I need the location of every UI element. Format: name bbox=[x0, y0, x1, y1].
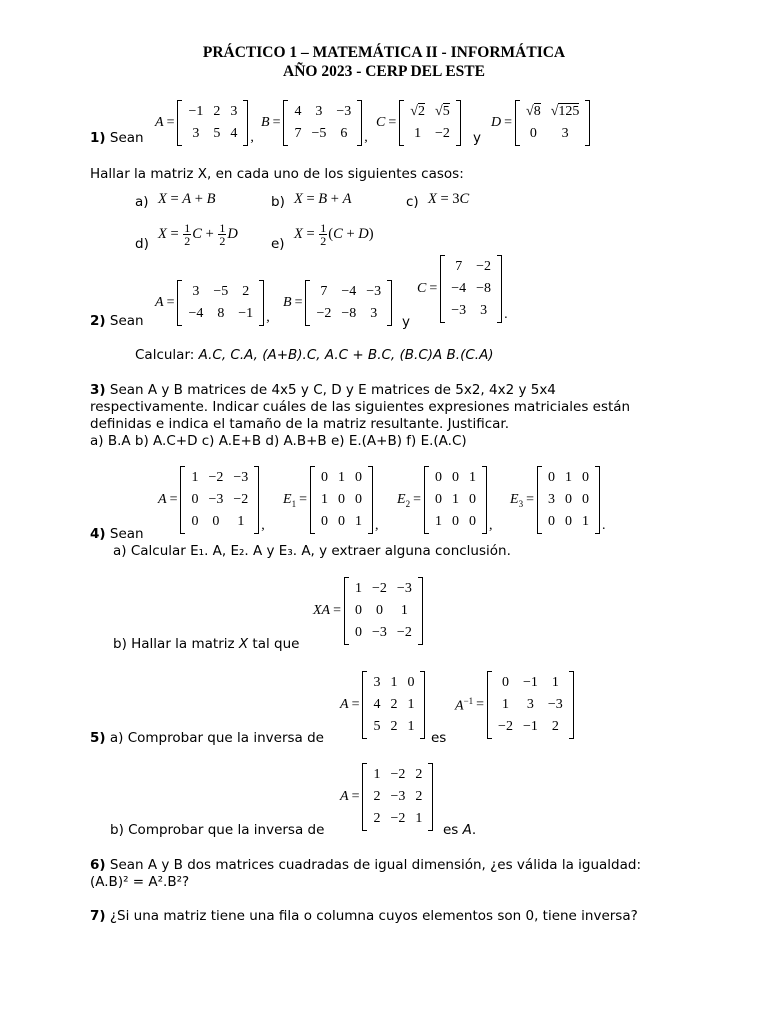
matrix-cell: −1 bbox=[238, 306, 254, 321]
p5-es2-tail: . bbox=[471, 822, 477, 838]
matrix-cell: −8 bbox=[341, 306, 357, 321]
matrix-cell: 3 bbox=[526, 697, 534, 712]
matrix-cell: 2 bbox=[213, 104, 221, 119]
matrix-cell: 1 bbox=[414, 126, 422, 141]
matrix-cell: 1 bbox=[191, 470, 199, 485]
p2-sean: Sean bbox=[109, 313, 144, 329]
matrix-cell: 3 bbox=[547, 492, 555, 507]
matrix-cell: 0 bbox=[434, 470, 442, 485]
matrix-cell: 3 bbox=[373, 675, 381, 690]
p5-a-text bbox=[90, 730, 324, 746]
document-title-line2: AÑO 2023 - CERP DEL ESTE bbox=[283, 63, 485, 80]
matrix-cell: 4 bbox=[294, 104, 302, 119]
matrix-name: $E_3$ bbox=[510, 491, 524, 509]
p5-es2 bbox=[443, 822, 476, 838]
matrix-name: B bbox=[261, 115, 270, 130]
matrix-cell: −2 bbox=[476, 259, 492, 274]
p6-number: 6) bbox=[90, 857, 106, 873]
p1-e-expr: X = $\frac{1}{2}$ (C + D) bbox=[294, 221, 374, 248]
matrix-cell: √8 bbox=[526, 104, 541, 119]
matrix-p1-B: B = 4 3 −3 7 −5 6 , bbox=[261, 100, 368, 146]
matrix-cell: 1 bbox=[564, 470, 572, 485]
matrix-cell: 1 bbox=[337, 470, 345, 485]
p4-number: 4) bbox=[90, 526, 106, 542]
matrix-p1-C: C = √2 √5 1 −2 bbox=[376, 100, 461, 146]
p6-line1-text: Sean A y B dos matrices cuadradas de igual dimensión, ¿es válida la igualdad: bbox=[109, 857, 642, 873]
matrix-cell: 0 bbox=[191, 492, 199, 507]
matrix-cell: 3 bbox=[561, 126, 569, 141]
matrix-cell: 0 bbox=[529, 126, 537, 141]
matrix-cell: −1 bbox=[522, 675, 538, 690]
document-title-line1: PRÁCTICO 1 – MATEMÁTICA II - INFORMÁTICA bbox=[202, 44, 566, 61]
matrix-cell: 1 bbox=[451, 492, 459, 507]
matrix-cell: 0 bbox=[320, 470, 328, 485]
matrix-entries bbox=[305, 280, 392, 326]
matrix-cell: −3 bbox=[372, 625, 387, 640]
matrix-cell: −2 bbox=[316, 306, 332, 321]
matrix-name: A bbox=[340, 789, 349, 804]
matrix-entries bbox=[344, 577, 423, 645]
matrix-punctuation: , bbox=[374, 518, 379, 533]
matrix-cell: 1 bbox=[581, 514, 589, 529]
matrix-cell: 0 bbox=[502, 675, 509, 690]
matrix-cell: 3 bbox=[480, 303, 488, 318]
matrix-cell: 0 bbox=[212, 514, 220, 529]
p3-line1-text: Sean A y B matrices de 4x5 y C, D y E matrices de 5x2, 4x2 y 5x4 bbox=[109, 382, 556, 398]
matrix-cell: 0 bbox=[354, 470, 362, 485]
p1-a-expr: X = A + B bbox=[158, 191, 216, 207]
matrix-cell: −4 bbox=[341, 284, 357, 299]
matrix-name: A bbox=[340, 697, 349, 712]
matrix-entries bbox=[177, 280, 264, 326]
matrix-cell: 0 bbox=[320, 514, 328, 529]
matrix-cell: 4 bbox=[373, 697, 381, 712]
p3-options: a) B.A b) A.C+D c) A.E+B d) A.B+B e) E.(A+B) f) E.(A.C) bbox=[90, 433, 467, 449]
matrix-p5-A: A = 3 1 0 4 2 1 5 2 1 bbox=[340, 671, 425, 739]
p2-number: 2) bbox=[90, 313, 106, 329]
matrix-cell: 0 bbox=[468, 514, 476, 529]
matrix-name: C bbox=[417, 281, 427, 296]
matrix-name: XA bbox=[313, 603, 331, 618]
matrix-cell: 7 bbox=[455, 259, 463, 274]
p2-calc-label: Calcular: bbox=[135, 347, 195, 363]
p7-line1 bbox=[90, 908, 638, 924]
p1-c-expr: X = 3C bbox=[428, 191, 470, 207]
p1-d-expr: X = $\frac{1}{2}$ C + $\frac{1}{2}$ D bbox=[158, 221, 238, 248]
matrix-cell: 1 bbox=[354, 514, 362, 529]
matrix-name: D bbox=[491, 115, 502, 130]
matrix-punctuation: , bbox=[250, 130, 254, 145]
matrix-cell: 1 bbox=[407, 697, 415, 712]
matrix-entries bbox=[283, 100, 362, 146]
matrix-punctuation: . bbox=[601, 518, 606, 533]
matrix-cell: 1 bbox=[400, 603, 408, 618]
matrix-cell: −2 bbox=[390, 767, 406, 782]
matrix-cell: 4 bbox=[230, 126, 238, 141]
matrix-p4-E2: $E_2$ = 0 0 1 0 1 0 1 0 0 , bbox=[397, 466, 492, 534]
matrix-cell: −2 bbox=[396, 625, 412, 640]
matrix-punctuation: , bbox=[488, 518, 493, 533]
matrix-cell: 1 bbox=[320, 492, 328, 507]
matrix-entries bbox=[362, 763, 433, 831]
matrix-cell: √2 bbox=[410, 104, 425, 119]
matrix-cell: 1 bbox=[407, 719, 415, 734]
matrix-cell: −3 bbox=[366, 284, 382, 299]
p2-calculate bbox=[135, 347, 494, 363]
matrix-entries bbox=[310, 466, 373, 534]
matrix-cell: 2 bbox=[415, 789, 423, 804]
p5-a-text-body: a) Comprobar que la inversa de bbox=[109, 730, 324, 746]
matrix-cell: 3 bbox=[230, 104, 238, 119]
p5-es: es bbox=[431, 730, 447, 746]
matrix-name: A bbox=[155, 295, 164, 310]
matrix-cell: 0 bbox=[337, 492, 345, 507]
p1-sean: Sean bbox=[109, 130, 144, 146]
matrix-entries bbox=[440, 255, 502, 323]
matrix-cell: 2 bbox=[242, 284, 250, 299]
matrix-cell: −8 bbox=[476, 281, 492, 296]
matrix-cell: 0 bbox=[451, 514, 459, 529]
p1-b-label: b) bbox=[271, 194, 285, 210]
p5-b-text: b) Comprobar que la inversa de bbox=[110, 822, 325, 838]
matrix-cell: −3 bbox=[233, 470, 249, 485]
matrix-cell: −5 bbox=[311, 126, 327, 141]
matrix-cell: 2 bbox=[390, 697, 398, 712]
matrix-cell: 3 bbox=[192, 126, 200, 141]
matrix-entries bbox=[362, 671, 425, 739]
matrix-cell: 2 bbox=[373, 789, 381, 804]
matrix-p2-B: B = 7 −4 −3 −2 −8 3 bbox=[283, 280, 392, 326]
matrix-cell: −4 bbox=[188, 306, 204, 321]
p4-sean: Sean bbox=[109, 526, 144, 542]
matrix-p5-Ainv: $A^{-1}$ = 0 −1 1 1 3 −3 −2 −1 2 bbox=[455, 671, 574, 739]
matrix-cell: 2 bbox=[390, 719, 398, 734]
matrix-punctuation: , bbox=[261, 518, 265, 533]
p7-line1-text: ¿Si una matriz tiene una fila o columna cuyos elementos son 0, tiene inversa? bbox=[109, 908, 638, 924]
matrix-p4-XA: XA = 1 −2 −3 0 0 1 0 −3 −2 bbox=[313, 577, 423, 645]
matrix-cell: √5 bbox=[435, 104, 450, 119]
matrix-cell: 1 bbox=[373, 767, 381, 782]
matrix-p4-E1: $E_1$ = 0 1 0 1 0 0 0 0 1 , bbox=[283, 466, 378, 534]
matrix-p1-D: D = √8 √125 0 3 bbox=[491, 100, 590, 146]
matrix-cell: 3 bbox=[370, 306, 378, 321]
matrix-cell: 0 bbox=[407, 675, 415, 690]
matrix-cell: 0 bbox=[434, 492, 442, 507]
matrix-cell: 1 bbox=[502, 697, 509, 712]
matrix-p4-E3: $E_3$ = 0 1 0 3 0 0 0 0 1 . bbox=[510, 466, 605, 534]
matrix-cell: 5 bbox=[373, 719, 381, 734]
p3-number: 3) bbox=[90, 382, 106, 398]
p1-e-label: e) bbox=[271, 236, 285, 252]
p4-intro bbox=[90, 526, 144, 542]
matrix-name: B bbox=[283, 295, 292, 310]
matrix-cell: −5 bbox=[213, 284, 229, 299]
matrix-cell: 8 bbox=[217, 306, 225, 321]
p1-a-label: a) bbox=[135, 194, 149, 210]
matrix-cell: −2 bbox=[498, 719, 513, 734]
matrix-cell: 5 bbox=[213, 126, 221, 141]
p2-intro bbox=[90, 313, 144, 329]
matrix-name: C bbox=[376, 115, 386, 130]
matrix-cell: −3 bbox=[451, 303, 467, 318]
p3-line2: respectivamente. Indicar cuáles de las siguientes expresiones matriciales están bbox=[90, 399, 631, 415]
matrix-cell: −2 bbox=[372, 581, 387, 596]
matrix-cell: 1 bbox=[551, 675, 559, 690]
p6-line1 bbox=[90, 857, 641, 873]
matrix-cell: −1 bbox=[188, 104, 204, 119]
p3-line1 bbox=[90, 382, 556, 398]
matrix-p4-A: A = 1 −2 −3 0 −3 −2 0 0 1 , bbox=[158, 466, 265, 534]
matrix-cell: −3 bbox=[547, 697, 563, 712]
matrix-cell: −3 bbox=[396, 581, 412, 596]
p7-number: 7) bbox=[90, 908, 106, 924]
matrix-cell: 2 bbox=[415, 767, 423, 782]
matrix-cell: 0 bbox=[547, 470, 555, 485]
matrix-cell: 0 bbox=[191, 514, 199, 529]
matrix-entries bbox=[424, 466, 487, 534]
matrix-cell: 7 bbox=[294, 126, 302, 141]
matrix-cell: 3 bbox=[315, 104, 323, 119]
matrix-cell: 0 bbox=[355, 603, 363, 618]
matrix-cell: 0 bbox=[581, 492, 589, 507]
matrix-cell: 0 bbox=[355, 625, 363, 640]
matrix-p2-C: C = 7 −2 −4 −8 −3 3 . bbox=[417, 255, 508, 323]
matrix-cell: −2 bbox=[390, 811, 406, 826]
matrix-cell: 1 bbox=[415, 811, 423, 826]
matrix-cell: 1 bbox=[434, 514, 442, 529]
matrix-punctuation: . bbox=[504, 307, 508, 322]
p4-b-post: tal que bbox=[248, 636, 300, 652]
matrix-cell: −3 bbox=[336, 104, 352, 119]
p1-instruction: Hallar la matriz X, en cada uno de los siguientes casos: bbox=[90, 166, 464, 182]
matrix-cell: 1 bbox=[468, 470, 476, 485]
p1-intro bbox=[90, 130, 144, 146]
matrix-cell: 0 bbox=[564, 514, 572, 529]
matrix-entries bbox=[515, 100, 590, 146]
p1-b-expr: X = B + A bbox=[294, 191, 352, 207]
p1-d-label: d) bbox=[135, 236, 149, 252]
matrix-cell: 0 bbox=[337, 514, 345, 529]
matrix-cell: 7 bbox=[320, 284, 328, 299]
matrix-cell: 1 bbox=[390, 675, 398, 690]
matrix-name: $A^{-1}$ bbox=[455, 695, 474, 714]
p3-line3: definidas e indica el tamaño de la matriz resultante. Justificar. bbox=[90, 416, 510, 432]
matrix-punctuation: , bbox=[266, 310, 270, 325]
matrix-punctuation: , bbox=[364, 130, 368, 145]
matrix-entries bbox=[177, 100, 248, 146]
matrix-cell: −4 bbox=[451, 281, 467, 296]
matrix-name: $E_1$ bbox=[283, 491, 297, 509]
matrix-cell: 1 bbox=[355, 581, 363, 596]
p4-a-text: a) Calcular E₁. A, E₂. A y E₃. A, y extraer alguna conclusión. bbox=[113, 543, 511, 559]
p2-calc-items: A.C, C.A, (A+B).C, A.C + B.C, (B.C)A B.(C.A) bbox=[198, 347, 494, 363]
matrix-entries bbox=[399, 100, 461, 146]
matrix-cell: 6 bbox=[340, 126, 348, 141]
matrix-cell: 0 bbox=[468, 492, 476, 507]
matrix-p2-A: A = 3 −5 2 −4 8 −1 , bbox=[155, 280, 270, 326]
matrix-cell: 0 bbox=[451, 470, 459, 485]
p5-number: 5) bbox=[90, 730, 106, 746]
matrix-cell: 2 bbox=[551, 719, 559, 734]
matrix-cell: 0 bbox=[354, 492, 362, 507]
matrix-cell: 0 bbox=[547, 514, 555, 529]
p5-es2-text: es bbox=[443, 822, 463, 838]
matrix-entries bbox=[537, 466, 600, 534]
p2-y: y bbox=[402, 314, 410, 330]
p4-b-text bbox=[113, 636, 299, 652]
p4-b-x: X bbox=[238, 636, 249, 652]
matrix-cell: 1 bbox=[237, 514, 245, 529]
p5-es2-name: A bbox=[462, 822, 472, 838]
matrix-name: A bbox=[155, 115, 164, 130]
matrix-cell: −2 bbox=[233, 492, 249, 507]
p4-b-pre: b) Hallar la matriz bbox=[113, 636, 239, 652]
matrix-cell: 2 bbox=[373, 811, 381, 826]
matrix-cell: −3 bbox=[208, 492, 224, 507]
matrix-cell: 0 bbox=[375, 603, 383, 618]
matrix-cell: −2 bbox=[208, 470, 224, 485]
matrix-p1-A: A = −1 2 3 3 5 4 , bbox=[155, 100, 254, 146]
matrix-cell: −1 bbox=[522, 719, 538, 734]
p1-y: y bbox=[473, 130, 481, 146]
matrix-p5-A2: A = 1 −2 2 2 −3 2 2 −2 1 bbox=[340, 763, 433, 831]
matrix-name: A bbox=[158, 492, 167, 507]
matrix-cell: 0 bbox=[581, 470, 589, 485]
matrix-cell: 0 bbox=[564, 492, 572, 507]
p1-c-label: c) bbox=[406, 194, 419, 210]
matrix-cell: 3 bbox=[192, 284, 200, 299]
matrix-entries bbox=[180, 466, 259, 534]
matrix-cell: −3 bbox=[390, 789, 406, 804]
matrix-name: $E_2$ bbox=[397, 491, 411, 509]
matrix-cell: −2 bbox=[434, 126, 450, 141]
matrix-entries bbox=[487, 671, 574, 739]
matrix-cell: √125 bbox=[550, 104, 580, 119]
p1-number: 1) bbox=[90, 130, 106, 146]
p6-line2: (A.B)² = A².B²? bbox=[90, 874, 190, 890]
